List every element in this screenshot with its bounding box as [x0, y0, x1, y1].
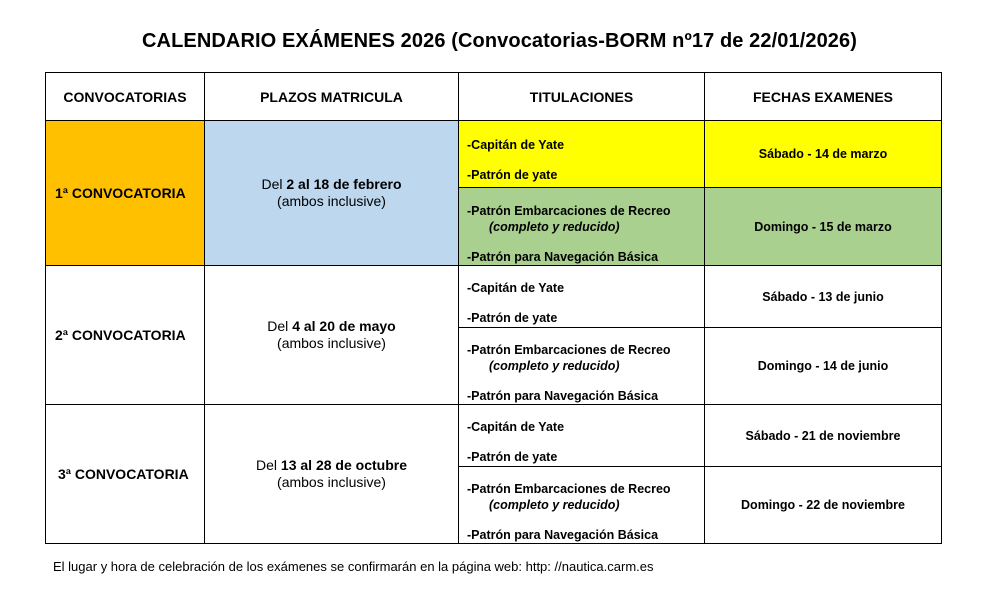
header-convocatorias: CONVOCATORIAS	[46, 73, 205, 121]
plazo-note: (ambos inclusive)	[277, 193, 386, 209]
exam-calendar-table	[45, 72, 942, 544]
header-titulaciones: TITULACIONES	[459, 73, 705, 121]
titulacion-per-note: (completo y reducido)	[489, 359, 620, 373]
fecha-cell: Domingo - 14 de junio	[705, 328, 942, 405]
fecha-cell: Domingo - 15 de marzo	[705, 188, 942, 266]
titulaciones-cell	[459, 121, 705, 188]
plazo-note: (ambos inclusive)	[277, 335, 386, 351]
plazo-dates: 2 al 18 de febrero	[286, 176, 402, 192]
plazo-dates: 13 al 28 de octubre	[280, 457, 407, 473]
table-header-row	[46, 73, 942, 121]
titulacion-pnb: -Patrón para Navegación Básica	[467, 389, 659, 403]
titulacion-patron-yate: -Patrón de yate	[467, 168, 558, 182]
header-plazos: PLAZOS MATRICULA	[205, 73, 459, 121]
fecha-cell: Sábado - 14 de marzo	[705, 121, 942, 188]
plazo-prefix: Del	[256, 457, 281, 473]
plazo-note: (ambos inclusive)	[277, 474, 386, 490]
convocatoria-cell: 2ª CONVOCATORIA	[46, 266, 205, 405]
table-row	[46, 405, 942, 467]
titulaciones-cell	[459, 266, 705, 328]
titulacion-pnb: -Patrón para Navegación Básica	[467, 250, 659, 264]
fecha-cell: Domingo - 22 de noviembre	[705, 467, 942, 544]
plazo-prefix: Del	[267, 318, 293, 334]
titulaciones-cell	[459, 188, 705, 266]
titulacion-capitan: -Capitán de Yate	[467, 420, 565, 434]
plazo-cell	[205, 405, 459, 544]
header-fechas: FECHAS EXAMENES	[705, 73, 942, 121]
titulaciones-cell	[459, 328, 705, 405]
titulacion-per-note: (completo y reducido)	[489, 498, 620, 512]
plazo-prefix: Del	[261, 176, 287, 192]
titulacion-patron-yate: -Patrón de yate	[467, 450, 558, 464]
plazo-cell	[205, 266, 459, 405]
titulaciones-cell	[459, 405, 705, 467]
titulacion-patron-yate: -Patrón de yate	[467, 311, 558, 325]
titulacion-capitan: -Capitán de Yate	[467, 281, 565, 295]
titulacion-capitan: -Capitán de Yate	[467, 138, 565, 152]
titulaciones-cell	[459, 467, 705, 544]
plazo-dates: 4 al 20 de mayo	[292, 318, 396, 334]
page-title: CALENDARIO EXÁMENES 2026 (Convocatorias-BORM nº17 de 22/01/2026)	[141, 30, 858, 52]
titulacion-pnb: -Patrón para Navegación Básica	[467, 528, 659, 542]
table-row	[46, 121, 942, 188]
titulacion-per: -Patrón Embarcaciones de Recreo	[467, 343, 671, 357]
fecha-cell: Sábado - 13 de junio	[705, 266, 942, 328]
fecha-cell: Sábado - 21 de noviembre	[705, 405, 942, 467]
titulacion-per: -Patrón Embarcaciones de Recreo	[467, 204, 671, 218]
table-row	[46, 266, 942, 328]
convocatoria-cell: 3ª CONVOCATORIA	[46, 405, 205, 544]
plazo-cell	[205, 121, 459, 266]
titulacion-per: -Patrón Embarcaciones de Recreo	[467, 482, 671, 496]
footnote: El lugar y hora de celebración de los exámenes se confirmarán en la página web: http: //nautica.carm.es	[53, 559, 654, 574]
titulacion-per-note: (completo y reducido)	[489, 220, 620, 234]
convocatoria-cell: 1ª CONVOCATORIA	[46, 121, 205, 266]
